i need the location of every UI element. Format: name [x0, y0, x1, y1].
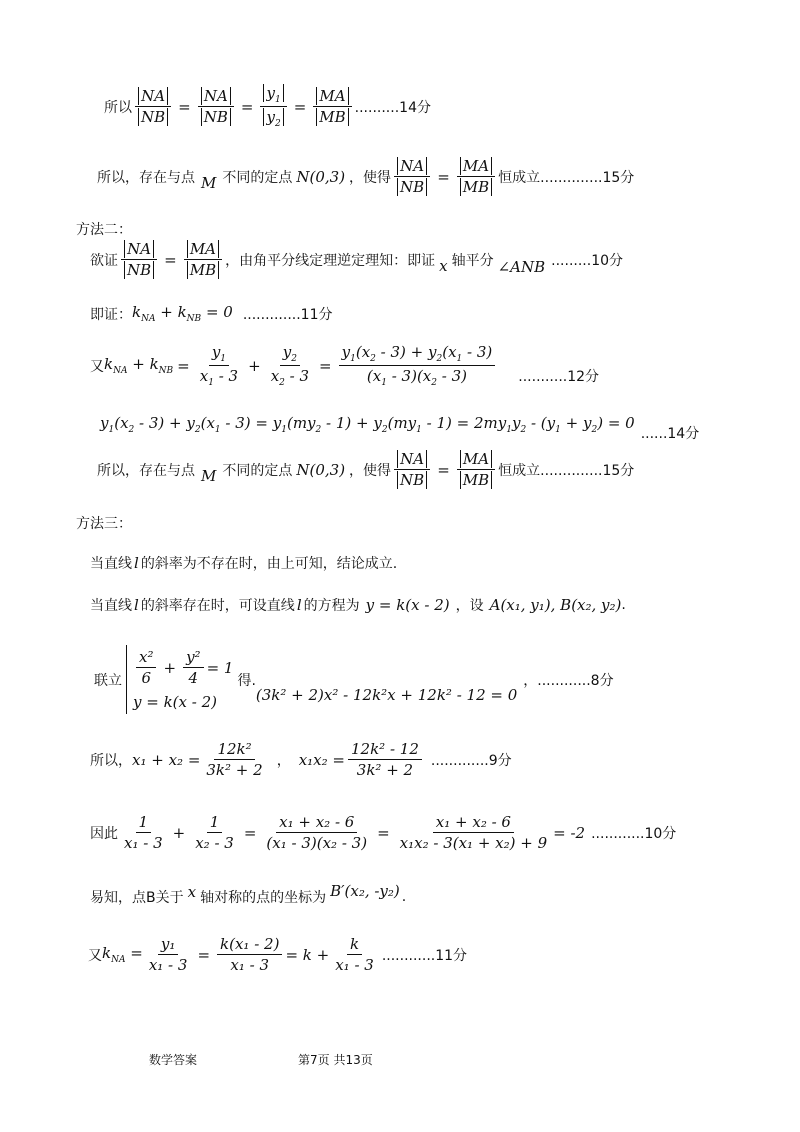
method-two-heading: 方法二：: [76, 222, 132, 238]
line-8: 当直线 l 的斜率为不存在时，由上可知，结论成立.: [90, 554, 398, 572]
line-7: 所以，存在与点 M 不同的定点 N(0,3) ，使得 $\frac{NA}{NB}$ = $\frac{MA}{MB}$ 恒成立 ..............15分: [97, 450, 635, 489]
line-3: 欲证 $\frac{NA}{NB}$ = $\frac{MA}{MB}$ ，由角平分线定理逆定理知：即证 x 轴平分 ∠ANB .........10分: [90, 240, 624, 279]
line-4: 即证： $k_{NA} + k_{NB} = 0$ .............11分: [90, 303, 333, 324]
line-6: $y_1(x_2 - 3) + y_2(x_1 - 3) = y_1(my_2 - 1) + y_2(my_1 - 1) = 2my_1y_2 - (y_1 + y_2) = 0$ ......14分: [100, 413, 700, 442]
method-three-heading: 方法三：: [76, 516, 132, 532]
line-5: 又 $k_{NA} + k_{NB}$ = $\frac{y_1}{x_1 - 3}$ + $\frac{y_2}{x_2 - 3}$ = $\frac{y_1(x_2 - 3) + y_2(x_1 - 3)}{(x_1 - 3)(x_2 - 3)}$ ...........12分: [90, 343, 600, 388]
footer-page-number: 第7页 共13页: [298, 1053, 373, 1067]
score-14: ..........14分: [354, 99, 431, 116]
footer-subject: 数学答案: [149, 1053, 198, 1067]
line-2: 所以，存在与点 M 不同的定点 N(0,3) ，使得 $\frac{NA}{NB}$ = $\frac{MA}{MB}$ 恒成立 ..............15分: [97, 157, 635, 196]
line-12: 因此 $\frac{1}{\text{x₁ - 3}}$ + $\frac{1}{\text{x₂ - 3}}$ = $\frac{\text{x₁ + x₂ - 6}}{\text{(x₁ - 3)(x₂ - 3)}}$ = $\frac{\text{x₁ + x₂ - 6}}{\text{x₁x₂ - 3(x₁ + x₂) + 9}}$ = -2 ............10分: [90, 813, 677, 852]
line-9: 当直线 l 的斜率存在时，可设直线 l 的方程为 y = k(x - 2) ，设 A(x₁, y₁), B(x₂, y₂) .: [90, 596, 626, 614]
line-10: 联立 $\frac{\text{x²}}{6}$ + $\frac{\text{y²}}{4}$ = 1 y = k(x - 2) 得. (3k² + 2)x² - 12k²x + 12k² - 12 = 0 ，............8分: [94, 645, 614, 714]
line-11: 所以， x₁ + x₂ = $\frac{\text{12k²}}{\text{3k² + 2}}$ ， x₁x₂ = $\frac{\text{12k² - 12}}{\text{3k² + 2}}$ .............9分: [90, 740, 512, 779]
line-13: 易知，点B关于 x 轴对称的点的坐标为 B′(x₂, -y₂) .: [90, 882, 407, 906]
line-1: 所以 $\frac{NA}{NB}$ = $\frac{NA}{NB}$ = $\frac{y_1}{y_2}$ = $\frac{MA}{MB}$ ..........14分: [104, 84, 431, 129]
line-14: 又 $k_{NA}$ = $\frac{\text{y₁}}{\text{x₁ - 3}}$ = $\frac{\text{k(x₁ - 2)}}{\text{x₁ - 3}}$ = k + $\frac{k}{\text{x₁ - 3}}$ ............11分: [88, 935, 468, 974]
